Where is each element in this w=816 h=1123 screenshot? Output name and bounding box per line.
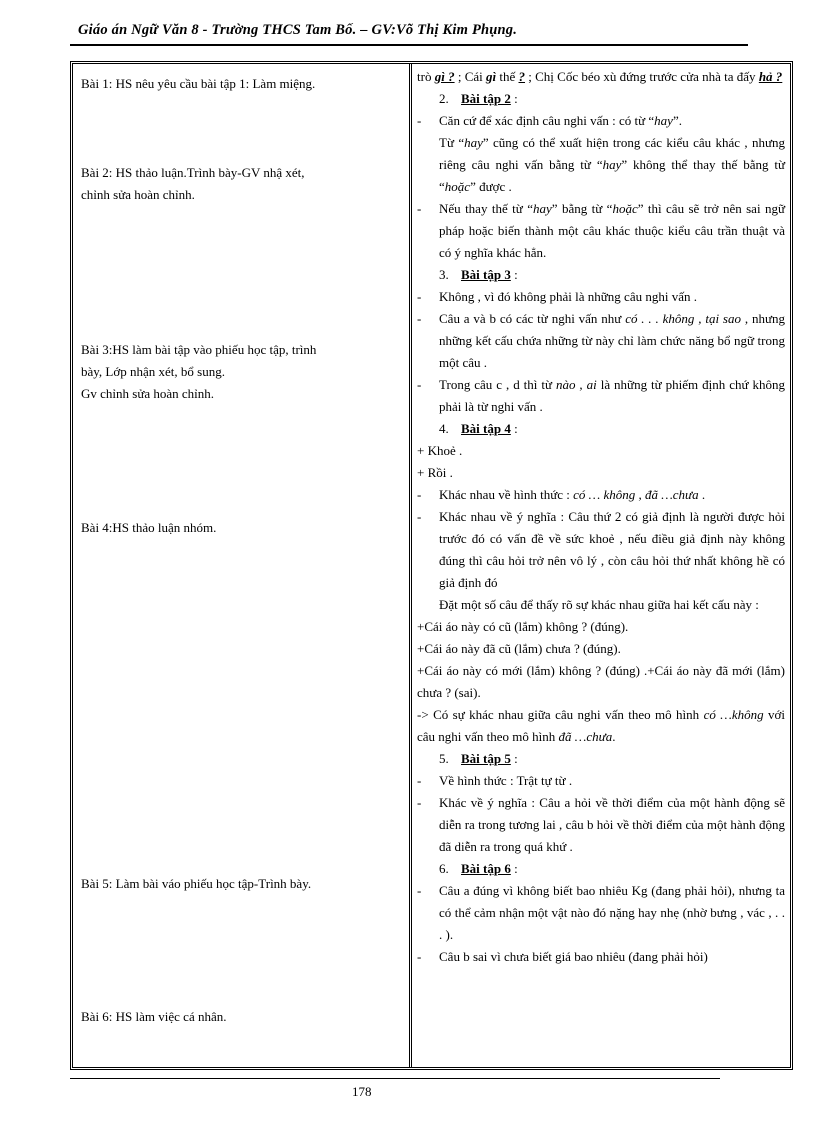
exercise-4-answer: + Rồi . [417, 465, 453, 480]
exercise-4-conclusion: -> Có sự khác nhau giữa câu nghi vấn theo mô hình có …không với câu nghi vấn theo mô hình đã …chưa. [417, 707, 785, 744]
activity-b3-line3: Gv chỉnh sửa hoàn chỉnh. [81, 386, 215, 401]
exercise-6-item: - Câu b sai vì chưa biết giá bao nhiêu (đang phải hỏi) [417, 949, 708, 964]
exercise-5-item: - Về hình thức : Trật tự từ . [417, 773, 573, 788]
intro-text: trò gì ? ; Cái gì thế ? ; Chị Cốc béo xù đứng trước cửa nhà ta đấy hả ? [417, 69, 783, 84]
activity-b2-line1: Bài 2: HS thảo luận.Trình bày-GV nhậ xét, [81, 165, 305, 180]
footer-rule [70, 1078, 720, 1079]
activity-b2-line2: chỉnh sửa hoàn chỉnh. [81, 187, 195, 202]
example-sentence: +Cái áo này đã cũ (lắm) chưa ? (đúng). [417, 641, 621, 656]
page-number: 178 [352, 1084, 372, 1099]
exercise-5-title: 5. Bài tập 5 : [439, 751, 518, 766]
example-sentence: +Cái áo này có mới (lắm) không ? (đúng) .+Cái áo này đã mới (lắm) chưa ? (sai). [417, 663, 785, 700]
activity-b5: Bài 5: Làm bài váo phiếu học tập-Trình bày. [81, 876, 312, 891]
exercise-5-item: - Khác về ý nghĩa : Câu a hỏi về thời điểm của một hành động sẽ diễn ra trong tương lai , câu b hỏi về thời điểm của một hành động đã diễn ra trong quá khứ . [417, 795, 785, 854]
exercise-3-item: - Không , vì đó không phải là những câu nghi vấn . [417, 289, 697, 304]
activity-b3-line2: bày, Lớp nhận xét, bổ sung. [81, 364, 225, 379]
column-divider [409, 64, 412, 1067]
exercise-4-answer: + Khoẻ . [417, 443, 463, 458]
exercise-6-item: - Câu a đúng vì không biết bao nhiêu Kg (đang phải hỏi), nhưng ta có thể cảm nhận một vật nào đó nặng hay nhẹ (nhờ bưng , vác , . . . ). [417, 883, 785, 942]
example-sentence: +Cái áo này có cũ (lắm) không ? (đúng). [417, 619, 629, 634]
exercise-2-item: - Nếu thay thế từ “hay” bằng từ “hoặc” thì câu sẽ trở nên sai ngữ pháp hoặc biến thành một câu khác thuộc kiểu câu trần thuật và có ý nghĩa khác hẳn. [417, 201, 786, 260]
header-rule [70, 44, 748, 46]
exercise-4-title: 4. Bài tập 4 : [439, 421, 518, 436]
exercise-6-title: 6. Bài tập 6 : [439, 861, 518, 876]
content-column [417, 66, 785, 968]
activity-b3-line1: Bài 3:HS làm bài tập vào phiếu học tập, trình [81, 342, 317, 357]
exercise-3-item: - Câu a và b có các từ nghi vấn như có . . . không , tại sao , nhưng những kết cấu chứa những từ này chỉ làm chức năng bổ ngữ trong một câu . [417, 311, 786, 370]
exercise-3-item: - Trong câu c , d thì từ nào , ai là những từ phiếm định chứ không phải là từ nghi vấn . [417, 377, 785, 414]
exercise-2-title: 2. Bài tập 2 : [439, 91, 518, 106]
exercise-4-item: - Khác nhau về ý nghĩa : Câu thứ 2 có giả định là người được hỏi trước đó có vấn đề về sức khoẻ , nếu điều giả định này không đúng thì câu hỏi trở nên vô lý , còn câu hỏi thứ nhất không hề có giả định đó Đặt một số câu để thấy rõ sự khác nhau giữa hai kết cấu này : [417, 509, 785, 612]
activity-b6: Bài 6: HS làm việc cá nhân. [81, 1009, 227, 1024]
activity-b4: Bài 4:HS thảo luận nhóm. [81, 520, 217, 535]
exercise-2-item: - Căn cứ để xác định câu nghi vấn : có từ “hay”. Từ “hay” cũng có thể xuất hiện trong các kiểu câu khác , nhưng riêng câu nghi vấn bằng từ “hay” không thể thay thế bằng từ “hoặc” được . [417, 113, 785, 194]
lesson-table [70, 61, 793, 1070]
exercise-4-item: - Khác nhau về hình thức : có … không , đã …chưa . [417, 487, 706, 502]
activity-b1: Bài 1: HS nêu yêu cầu bài tập 1: Làm miệng. [81, 76, 316, 91]
exercise-3-title: 3. Bài tập 3 : [439, 267, 518, 282]
page-header: Giáo án Ngữ Văn 8 - Trường THCS Tam Bố. – GV:Võ Thị Kim Phụng. [78, 22, 518, 38]
